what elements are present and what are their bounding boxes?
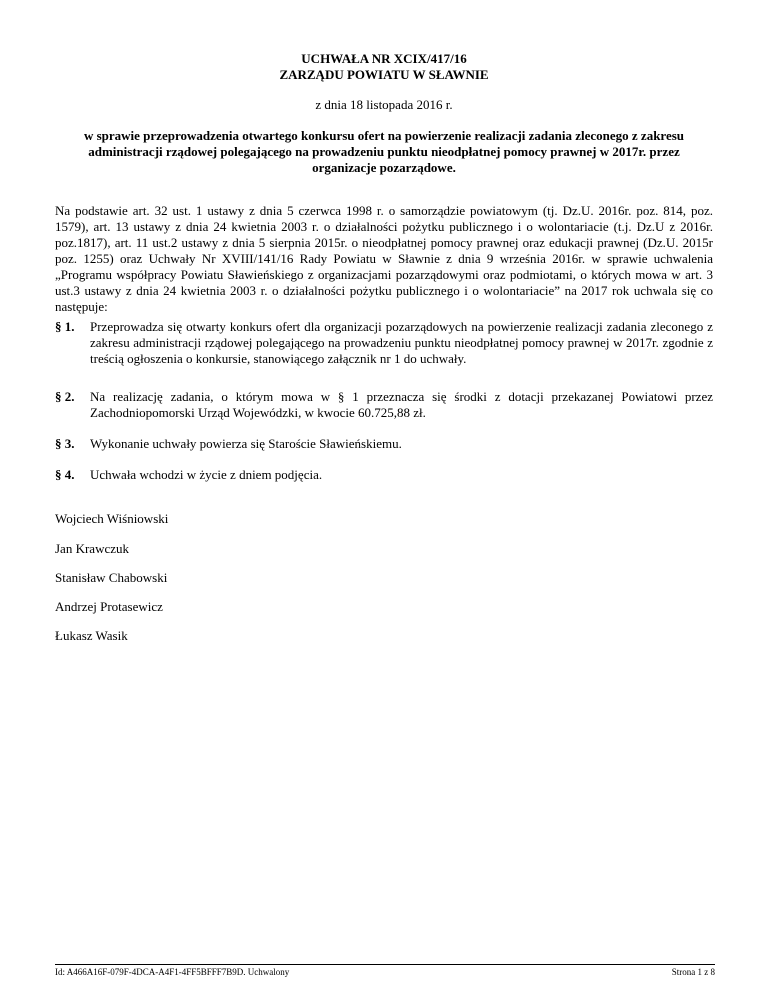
page-number: Strona 1 z 8 [671, 967, 715, 977]
paragraph-2 [55, 389, 713, 421]
signatory-name: Wojciech Wiśniowski [55, 511, 169, 526]
paragraph-text: Wykonanie uchwały powierza się Staroście Sławieńskiemu. [90, 436, 402, 451]
signatory-name: Stanisław Chabowski [55, 570, 168, 585]
paragraph-number: § 4. [55, 467, 75, 482]
paragraph-4 [55, 467, 713, 483]
document-id: Id: A466A16F-079F-4DCA-A4F1-4FF5BFFF7B9D. Uchwalony [55, 967, 290, 977]
issuing-body: ZARZĄDU POWIATU W SŁAWNIE [279, 67, 489, 82]
resolution-date: z dnia 18 listopada 2016 r. [315, 97, 453, 112]
signatory-name: Andrzej Protasewicz [55, 599, 163, 614]
paragraph-number: § 1. [55, 319, 75, 334]
paragraph-number: § 2. [55, 389, 75, 404]
paragraph-1 [55, 319, 713, 367]
legal-basis-preamble: Na podstawie art. 32 ust. 1 ustawy z dnia 5 czerwca 1998 r. o samorządzie powiatowym (tj. Dz.U. 2016r. poz. 814, poz. 1579), art. 13 ustawy z dnia 24 kwietnia 2003 r. o działalności pożytku publicznego i o wolontariacie (t.j. Dz.U z 2016r. poz.1817), art. 11 ust.2 ustawy z dnia 5 sierpnia 2015r. o nieodpłatnej pomocy prawnej oraz edukacji prawnej (Dz.U. 2015r poz. 1255) oraz Uchwały Nr XVIII/141/16 Rady Powiatu w Sławnie z dnia 9 września 2016r. w sprawie uchwalenia „Programu współpracy Powiatu Sławieńskiego z organizacjami pozarządowymi oraz podmiotami, o których mowa w art. 3 ust.3 ustawy z dnia 24 kwietnia 2003 r. o działalności pożytku publicznego i o wolontariacie” na 2017 rok uchwala się co następuje: [55, 203, 713, 314]
signatory-name: Łukasz Wasik [55, 628, 128, 643]
signatory-name: Jan Krawczuk [55, 541, 129, 556]
resolution-number: UCHWAŁA NR XCIX/417/16 [301, 51, 467, 66]
paragraph-number: § 3. [55, 436, 75, 451]
footer-divider [55, 964, 715, 965]
resolution-subject: w sprawie przeprowadzenia otwartego konkursu ofert na powierzenie realizacji zadania zleconego z zakresu administracji rządowej polegającego na prowadzeniu punktu nieodpłatnej pomocy prawnej w 2017r. przez organizacje pozarządowe. [83, 128, 685, 175]
paragraph-text: Uchwała wchodzi w życie z dniem podjęcia. [90, 467, 323, 482]
paragraph-text: Przeprowadza się otwarty konkurs ofert dla organizacji pozarządowych na powierzenie realizacji zadania zleconego z zakresu administracji rządowej polegającego na prowadzeniu punktu nieodpłatnej pomocy prawnej w 2017r. zgodnie z treścią ogłoszenia o konkursie, stanowiącego załącznik nr 1 do uchwały. [90, 319, 713, 366]
paragraph-text: Na realizację zadania, o którym mowa w § 1 przeznacza się środki z dotacji przekazanej Powiatowi przez Zachodniopomorski Urząd Wojewódzki, w kwocie 60.725,88 zł. [90, 389, 713, 420]
paragraph-3 [55, 436, 713, 452]
